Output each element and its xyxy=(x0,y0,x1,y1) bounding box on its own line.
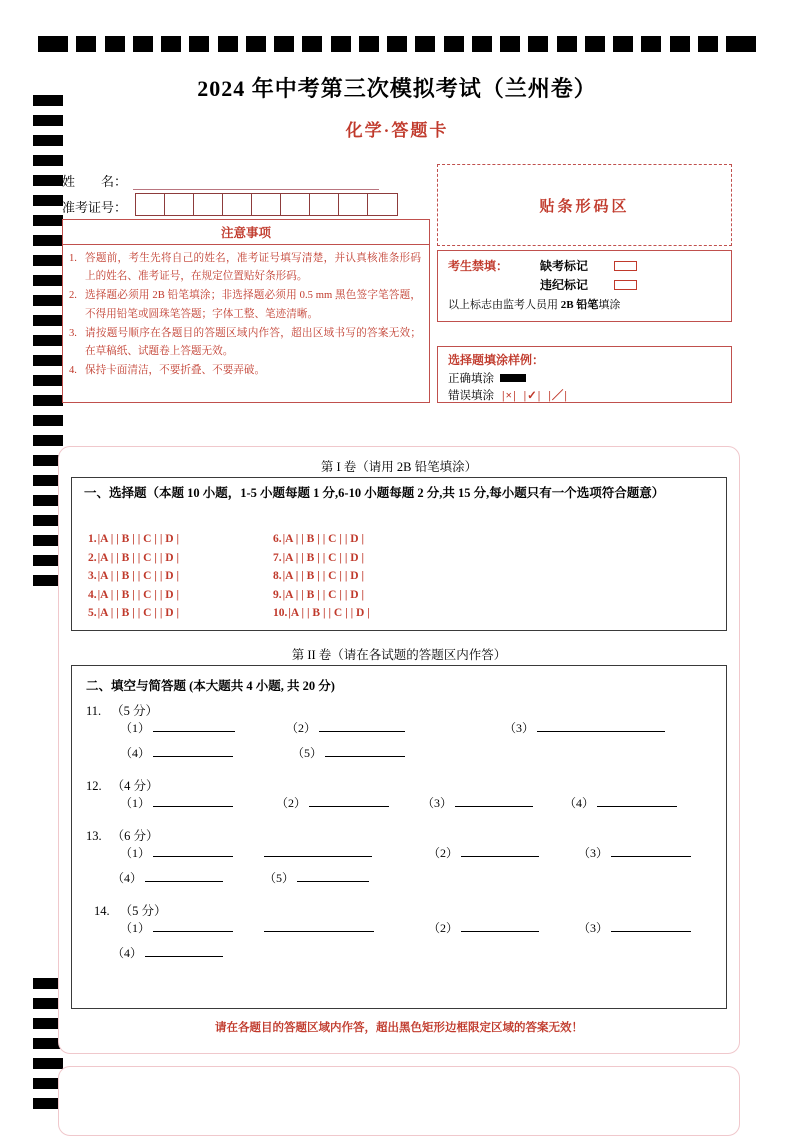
answer-blank-label: （3） xyxy=(504,721,535,735)
answer-blank-group xyxy=(120,919,233,936)
choice-question-number: 5. xyxy=(88,607,97,620)
question-score: （4 分） xyxy=(111,779,159,793)
timing-mark xyxy=(33,215,63,226)
choice-row xyxy=(273,567,373,586)
answer-blank-label: （2） xyxy=(276,796,307,810)
answer-blank-group xyxy=(428,919,539,936)
choice-option-bubble[interactable]: | C | xyxy=(137,588,157,601)
barcode-paste-area xyxy=(437,164,732,246)
proctor-note-prefix: 以上标志由监考人员用 xyxy=(448,299,561,311)
notice-box xyxy=(62,219,430,403)
choice-option-bubble[interactable]: |A | xyxy=(97,588,114,601)
timing-mark xyxy=(246,36,266,52)
wrong-fill-mark: |／| xyxy=(548,389,568,402)
answer-row xyxy=(86,744,716,769)
choice-column-left xyxy=(88,530,182,623)
answer-blank-line[interactable] xyxy=(145,944,223,957)
proctor-marks-list xyxy=(514,256,637,294)
choice-option-bubble[interactable]: |A | xyxy=(288,607,304,620)
exam-number-cell[interactable] xyxy=(281,194,310,215)
answer-blank-label: （1） xyxy=(120,921,151,935)
answer-row xyxy=(86,944,716,969)
notice-item-number: 2. xyxy=(69,290,77,302)
notice-item xyxy=(69,325,421,361)
answer-blank-label: （1） xyxy=(120,796,151,810)
choice-question-number: 4. xyxy=(88,588,97,601)
answer-blank-label: （4） xyxy=(564,796,595,810)
choice-question-number: 6. xyxy=(273,533,282,546)
answer-blank-line[interactable] xyxy=(325,744,405,757)
answer-area-container xyxy=(58,446,740,1054)
answer-blank-group xyxy=(264,919,374,932)
question-score: （5 分） xyxy=(119,904,167,918)
answer-blank-label: （2） xyxy=(428,846,459,860)
barcode-label: 贴条形码区 xyxy=(539,198,630,215)
wrong-fill-marks xyxy=(502,387,575,403)
answer-blank-line[interactable] xyxy=(153,844,233,857)
answer-blank-group xyxy=(504,719,665,736)
timing-mark xyxy=(33,195,63,206)
answer-blank-group xyxy=(264,844,372,857)
timing-mark xyxy=(33,375,63,386)
choice-option-bubble[interactable]: | B | xyxy=(116,551,135,564)
choice-option-bubble[interactable]: | D | xyxy=(344,588,364,601)
exam-number-cell[interactable] xyxy=(339,194,368,215)
choice-option-bubble[interactable]: | D | xyxy=(159,588,179,601)
timing-mark xyxy=(33,295,63,306)
answer-blank-group xyxy=(120,744,233,761)
answer-blank-line[interactable] xyxy=(153,794,233,807)
timing-mark xyxy=(218,36,238,52)
timing-mark xyxy=(641,36,661,52)
exam-number-label: 准考证号： xyxy=(62,200,128,215)
timing-mark xyxy=(38,36,68,52)
name-input-rule[interactable] xyxy=(133,173,379,190)
short-answer-content xyxy=(86,674,716,969)
answer-blank-label: （5） xyxy=(264,871,295,885)
question-heading xyxy=(86,701,716,719)
notice-item-text: 保持卡面清洁，不要折叠、不要弄破。 xyxy=(85,365,266,377)
choice-option-bubble[interactable]: | D | xyxy=(344,570,364,583)
timing-mark xyxy=(585,36,605,52)
timing-mark xyxy=(528,36,548,52)
answer-blank-line[interactable] xyxy=(461,919,539,932)
choice-option-bubble[interactable]: | D | xyxy=(159,570,179,583)
answer-row xyxy=(86,844,716,869)
out-of-bounds-warning: 请在各题目的答题区域内作答，超出黑色矩形边框限定区域的答案无效！ xyxy=(215,1022,583,1034)
timing-mark xyxy=(189,36,209,52)
choice-question-number: 10. xyxy=(273,607,288,620)
choice-row xyxy=(273,604,373,623)
timing-mark xyxy=(33,335,63,346)
exam-number-cell[interactable] xyxy=(368,194,397,215)
answer-blank-line[interactable] xyxy=(297,869,369,882)
choice-option-bubble[interactable]: | C | xyxy=(322,533,342,546)
timing-mark xyxy=(33,315,63,326)
answer-blank-label: （4） xyxy=(112,946,143,960)
name-row xyxy=(62,164,427,190)
timing-mark xyxy=(274,36,294,52)
proctor-mark-checkbox[interactable] xyxy=(614,280,637,290)
timing-mark xyxy=(33,395,63,406)
exam-number-row xyxy=(62,190,427,216)
choice-question-number: 9. xyxy=(273,588,282,601)
proctor-mark-label: 违纪标记 xyxy=(540,278,589,292)
notice-title: 注意事项 xyxy=(63,220,429,245)
proctor-mark-label: 缺考标记 xyxy=(540,259,589,273)
proctor-mark-row xyxy=(514,275,637,294)
choice-row xyxy=(273,530,373,549)
wrong-fill-mark: |×| xyxy=(502,389,517,402)
answer-blank-group xyxy=(292,744,405,761)
proctor-mark-row xyxy=(514,256,637,275)
timing-mark xyxy=(670,36,690,52)
timing-mark xyxy=(33,435,63,446)
answer-blank-group xyxy=(112,869,223,886)
choice-option-bubble[interactable]: | C | xyxy=(137,570,157,583)
choice-option-bubble[interactable]: | B | xyxy=(301,551,320,564)
multiple-choice-section-title: 一、选择题（本题 10 小题，1-5 小题每题 1 分,6-10 小题每题 2 分,共 15 分,每小题只有一个选项符合题意） xyxy=(84,486,665,500)
answer-blank-line[interactable] xyxy=(153,719,235,732)
choice-option-bubble[interactable]: | D | xyxy=(344,551,364,564)
choice-option-bubble[interactable]: | D | xyxy=(159,551,179,564)
choice-question-number: 2. xyxy=(88,551,97,564)
choice-column-right xyxy=(273,530,373,623)
timing-marks-top xyxy=(38,36,756,52)
answer-blank-group xyxy=(120,719,235,736)
timing-mark xyxy=(76,36,96,52)
proctor-marks-head: 考生禁填： xyxy=(448,259,509,273)
answer-blank-label: （3） xyxy=(578,846,609,860)
choice-row xyxy=(88,549,182,568)
page-title: 2024 年中考第三次模拟考试（兰州卷） xyxy=(197,76,597,101)
question-number: 14. xyxy=(94,904,110,918)
choice-option-bubble[interactable]: | D | xyxy=(350,607,370,620)
timing-mark xyxy=(33,275,63,286)
timing-mark xyxy=(415,36,435,52)
notice-item-number: 4. xyxy=(69,365,77,377)
wrong-fill-row xyxy=(448,386,731,403)
choice-option-bubble[interactable]: | B | xyxy=(301,588,320,601)
notice-item xyxy=(69,362,421,380)
choice-option-bubble[interactable]: | C | xyxy=(322,551,342,564)
answer-blank-group xyxy=(286,719,405,736)
choice-option-bubble[interactable]: |A | xyxy=(282,570,299,583)
choice-row xyxy=(88,567,182,586)
timing-mark xyxy=(500,36,520,52)
answer-row xyxy=(86,869,716,894)
answer-blank-label: （4） xyxy=(120,746,151,760)
volume1-heading: 第 I 卷（请用 2B 铅笔填涂） xyxy=(320,460,478,474)
answer-blank-group xyxy=(422,794,533,811)
choice-option-bubble[interactable]: | D | xyxy=(159,533,179,546)
wrong-fill-mark: |✓| xyxy=(523,389,542,402)
timing-mark xyxy=(444,36,464,52)
answer-row xyxy=(86,719,716,744)
question-score: （5 分） xyxy=(111,704,159,718)
notice-item-text: 请按题号顺序在各题目的答题区域内作答，超出区域书写的答案无效；在草稿纸、试题卷上答题无效。 xyxy=(85,327,421,358)
answer-blank-line[interactable] xyxy=(309,794,389,807)
question-number: 11. xyxy=(86,704,102,718)
answer-blank-label: （1） xyxy=(120,846,151,860)
answer-row xyxy=(86,919,716,944)
choice-option-bubble[interactable]: |A | xyxy=(97,570,114,583)
choice-option-bubble[interactable]: | C | xyxy=(328,607,348,620)
exam-number-boxes[interactable] xyxy=(135,193,398,216)
choice-option-bubble[interactable]: | B | xyxy=(301,533,320,546)
exam-number-cell[interactable] xyxy=(310,194,339,215)
exam-number-cell[interactable] xyxy=(252,194,281,215)
choice-option-bubble[interactable]: | C | xyxy=(137,551,157,564)
answer-blank-line[interactable] xyxy=(455,794,533,807)
fill-sample-box xyxy=(437,346,732,403)
answer-blank-line[interactable] xyxy=(153,919,233,932)
choice-row xyxy=(88,586,182,605)
choice-option-bubble[interactable]: |A | xyxy=(97,607,114,620)
timing-mark xyxy=(33,355,63,366)
lower-answer-container xyxy=(58,1066,740,1136)
choice-option-bubble[interactable]: | B | xyxy=(116,533,135,546)
exam-number-cell[interactable] xyxy=(223,194,252,215)
choice-option-bubble[interactable]: |A | xyxy=(97,551,114,564)
exam-number-cell[interactable] xyxy=(165,194,194,215)
timing-mark xyxy=(331,36,351,52)
choice-option-bubble[interactable]: | B | xyxy=(307,607,326,620)
answer-blank-label: （5） xyxy=(292,746,323,760)
notice-item-text: 选择题必须用 2B 铅笔填涂；非选择题必须用 0.5 mm 黑色签字笔答题，不得用铅笔或圆珠笔答题；字体工整、笔迹清晰。 xyxy=(85,290,421,320)
proctor-marks-box xyxy=(437,250,732,322)
multiple-choice-box xyxy=(71,477,727,631)
answer-blank-line[interactable] xyxy=(461,844,539,857)
proctor-mark-checkbox[interactable] xyxy=(614,261,637,271)
answer-blank-label: （2） xyxy=(286,721,317,735)
answer-blank-group xyxy=(564,794,677,811)
timing-mark xyxy=(105,36,125,52)
correct-fill-row xyxy=(448,369,731,386)
choice-option-bubble[interactable]: | B | xyxy=(116,570,135,583)
answer-blank-label: （3） xyxy=(422,796,453,810)
notice-item-text: 答题前，考生先将自己的姓名，准考证号填写清楚，并认真核准条形码上的姓名、准考证号，在规定位置贴好条形码。 xyxy=(85,253,421,283)
timing-mark xyxy=(302,36,322,52)
notice-item xyxy=(69,287,421,323)
choice-row xyxy=(88,604,182,623)
choice-option-bubble[interactable]: | D | xyxy=(344,533,364,546)
answer-blank-line[interactable] xyxy=(145,869,223,882)
timing-mark xyxy=(359,36,379,52)
proctor-note-suffix: 填涂 xyxy=(598,299,621,311)
choice-question-number: 7. xyxy=(273,551,282,564)
volume2-heading: 第 II 卷（请在各试题的答题区内作答） xyxy=(291,648,507,662)
choice-option-bubble[interactable]: |A | xyxy=(97,533,114,546)
timing-mark xyxy=(161,36,181,52)
question-score: （6 分） xyxy=(111,829,159,843)
choice-question-number: 8. xyxy=(273,570,282,583)
notice-item-number: 3. xyxy=(69,327,77,339)
correct-fill-bar-icon xyxy=(500,374,526,382)
choice-question-number: 1. xyxy=(88,533,97,546)
answer-blank-group xyxy=(578,844,691,861)
answer-blank-line[interactable] xyxy=(611,844,691,857)
timing-mark xyxy=(33,235,63,246)
answer-blank-group xyxy=(264,869,369,886)
answer-blank-label: （4） xyxy=(112,871,143,885)
choice-option-bubble[interactable]: |A | xyxy=(282,551,299,564)
answer-blank-group xyxy=(120,794,233,811)
timing-mark xyxy=(726,36,756,52)
question-heading xyxy=(86,776,716,794)
answer-blank-group xyxy=(578,919,691,936)
answer-row xyxy=(86,794,716,819)
choice-option-bubble[interactable]: | B | xyxy=(116,607,135,620)
correct-fill-label: 正确填涂 xyxy=(448,372,494,385)
proctor-marks-note xyxy=(448,296,723,312)
timing-mark xyxy=(387,36,407,52)
question-number: 13. xyxy=(86,829,102,843)
answer-blank-line[interactable] xyxy=(537,719,665,732)
choice-option-bubble[interactable]: | B | xyxy=(116,588,135,601)
timing-mark xyxy=(33,415,63,426)
question-number: 12. xyxy=(86,779,102,793)
answer-blank-line[interactable] xyxy=(153,744,233,757)
answer-blank-label: （3） xyxy=(578,921,609,935)
choice-question-number: 3. xyxy=(88,570,97,583)
wrong-fill-label: 错误填涂 xyxy=(448,389,494,402)
timing-mark xyxy=(698,36,718,52)
answer-blank-group xyxy=(428,844,539,861)
answer-blank-group xyxy=(112,944,223,961)
notice-item-number: 1. xyxy=(69,253,77,264)
proctor-note-bold: 2B 铅笔 xyxy=(560,299,599,311)
choice-option-bubble[interactable]: | D | xyxy=(159,607,179,620)
choice-option-bubble[interactable]: | C | xyxy=(137,533,157,546)
short-answer-section-title: 二、填空与简答题 (本大题共 4 小题, 共 20 分) xyxy=(86,679,335,693)
choice-option-bubble[interactable]: |A | xyxy=(282,588,299,601)
choice-option-bubble[interactable]: |A | xyxy=(282,533,299,546)
identity-block xyxy=(62,164,427,216)
answer-blank-line[interactable] xyxy=(597,794,677,807)
answer-blank-group xyxy=(120,844,233,861)
timing-mark xyxy=(33,255,63,266)
timing-mark xyxy=(613,36,633,52)
choice-option-bubble[interactable]: | B | xyxy=(301,570,320,583)
choice-row xyxy=(273,549,373,568)
choice-row xyxy=(273,586,373,605)
page-subtitle: 化学·答题卡 xyxy=(345,121,449,140)
short-answer-box xyxy=(71,665,727,1009)
answer-blank-line[interactable] xyxy=(319,719,405,732)
choice-option-bubble[interactable]: | C | xyxy=(322,588,342,601)
choice-option-bubble[interactable]: | C | xyxy=(322,570,342,583)
notice-item xyxy=(69,250,421,286)
timing-mark xyxy=(33,155,63,166)
choice-row xyxy=(88,530,182,549)
answer-blank-line[interactable] xyxy=(264,919,374,932)
answer-blank-label: （1） xyxy=(120,721,151,735)
question-heading xyxy=(86,826,716,844)
answer-blank-line[interactable] xyxy=(264,844,372,857)
answer-blank-group xyxy=(276,794,389,811)
notice-list xyxy=(63,245,429,381)
timing-mark xyxy=(33,175,63,186)
question-heading xyxy=(86,901,716,919)
timing-mark xyxy=(133,36,153,52)
exam-number-cell[interactable] xyxy=(194,194,223,215)
timing-mark xyxy=(33,1058,63,1069)
name-label: 姓 名： xyxy=(62,174,128,189)
timing-mark xyxy=(557,36,577,52)
choice-option-bubble[interactable]: | C | xyxy=(137,607,157,620)
exam-number-cell[interactable] xyxy=(136,194,165,215)
fill-sample-title: 选择题填涂样例： xyxy=(448,353,545,367)
answer-blank-label: （2） xyxy=(428,921,459,935)
timing-mark xyxy=(472,36,492,52)
answer-blank-line[interactable] xyxy=(611,919,691,932)
